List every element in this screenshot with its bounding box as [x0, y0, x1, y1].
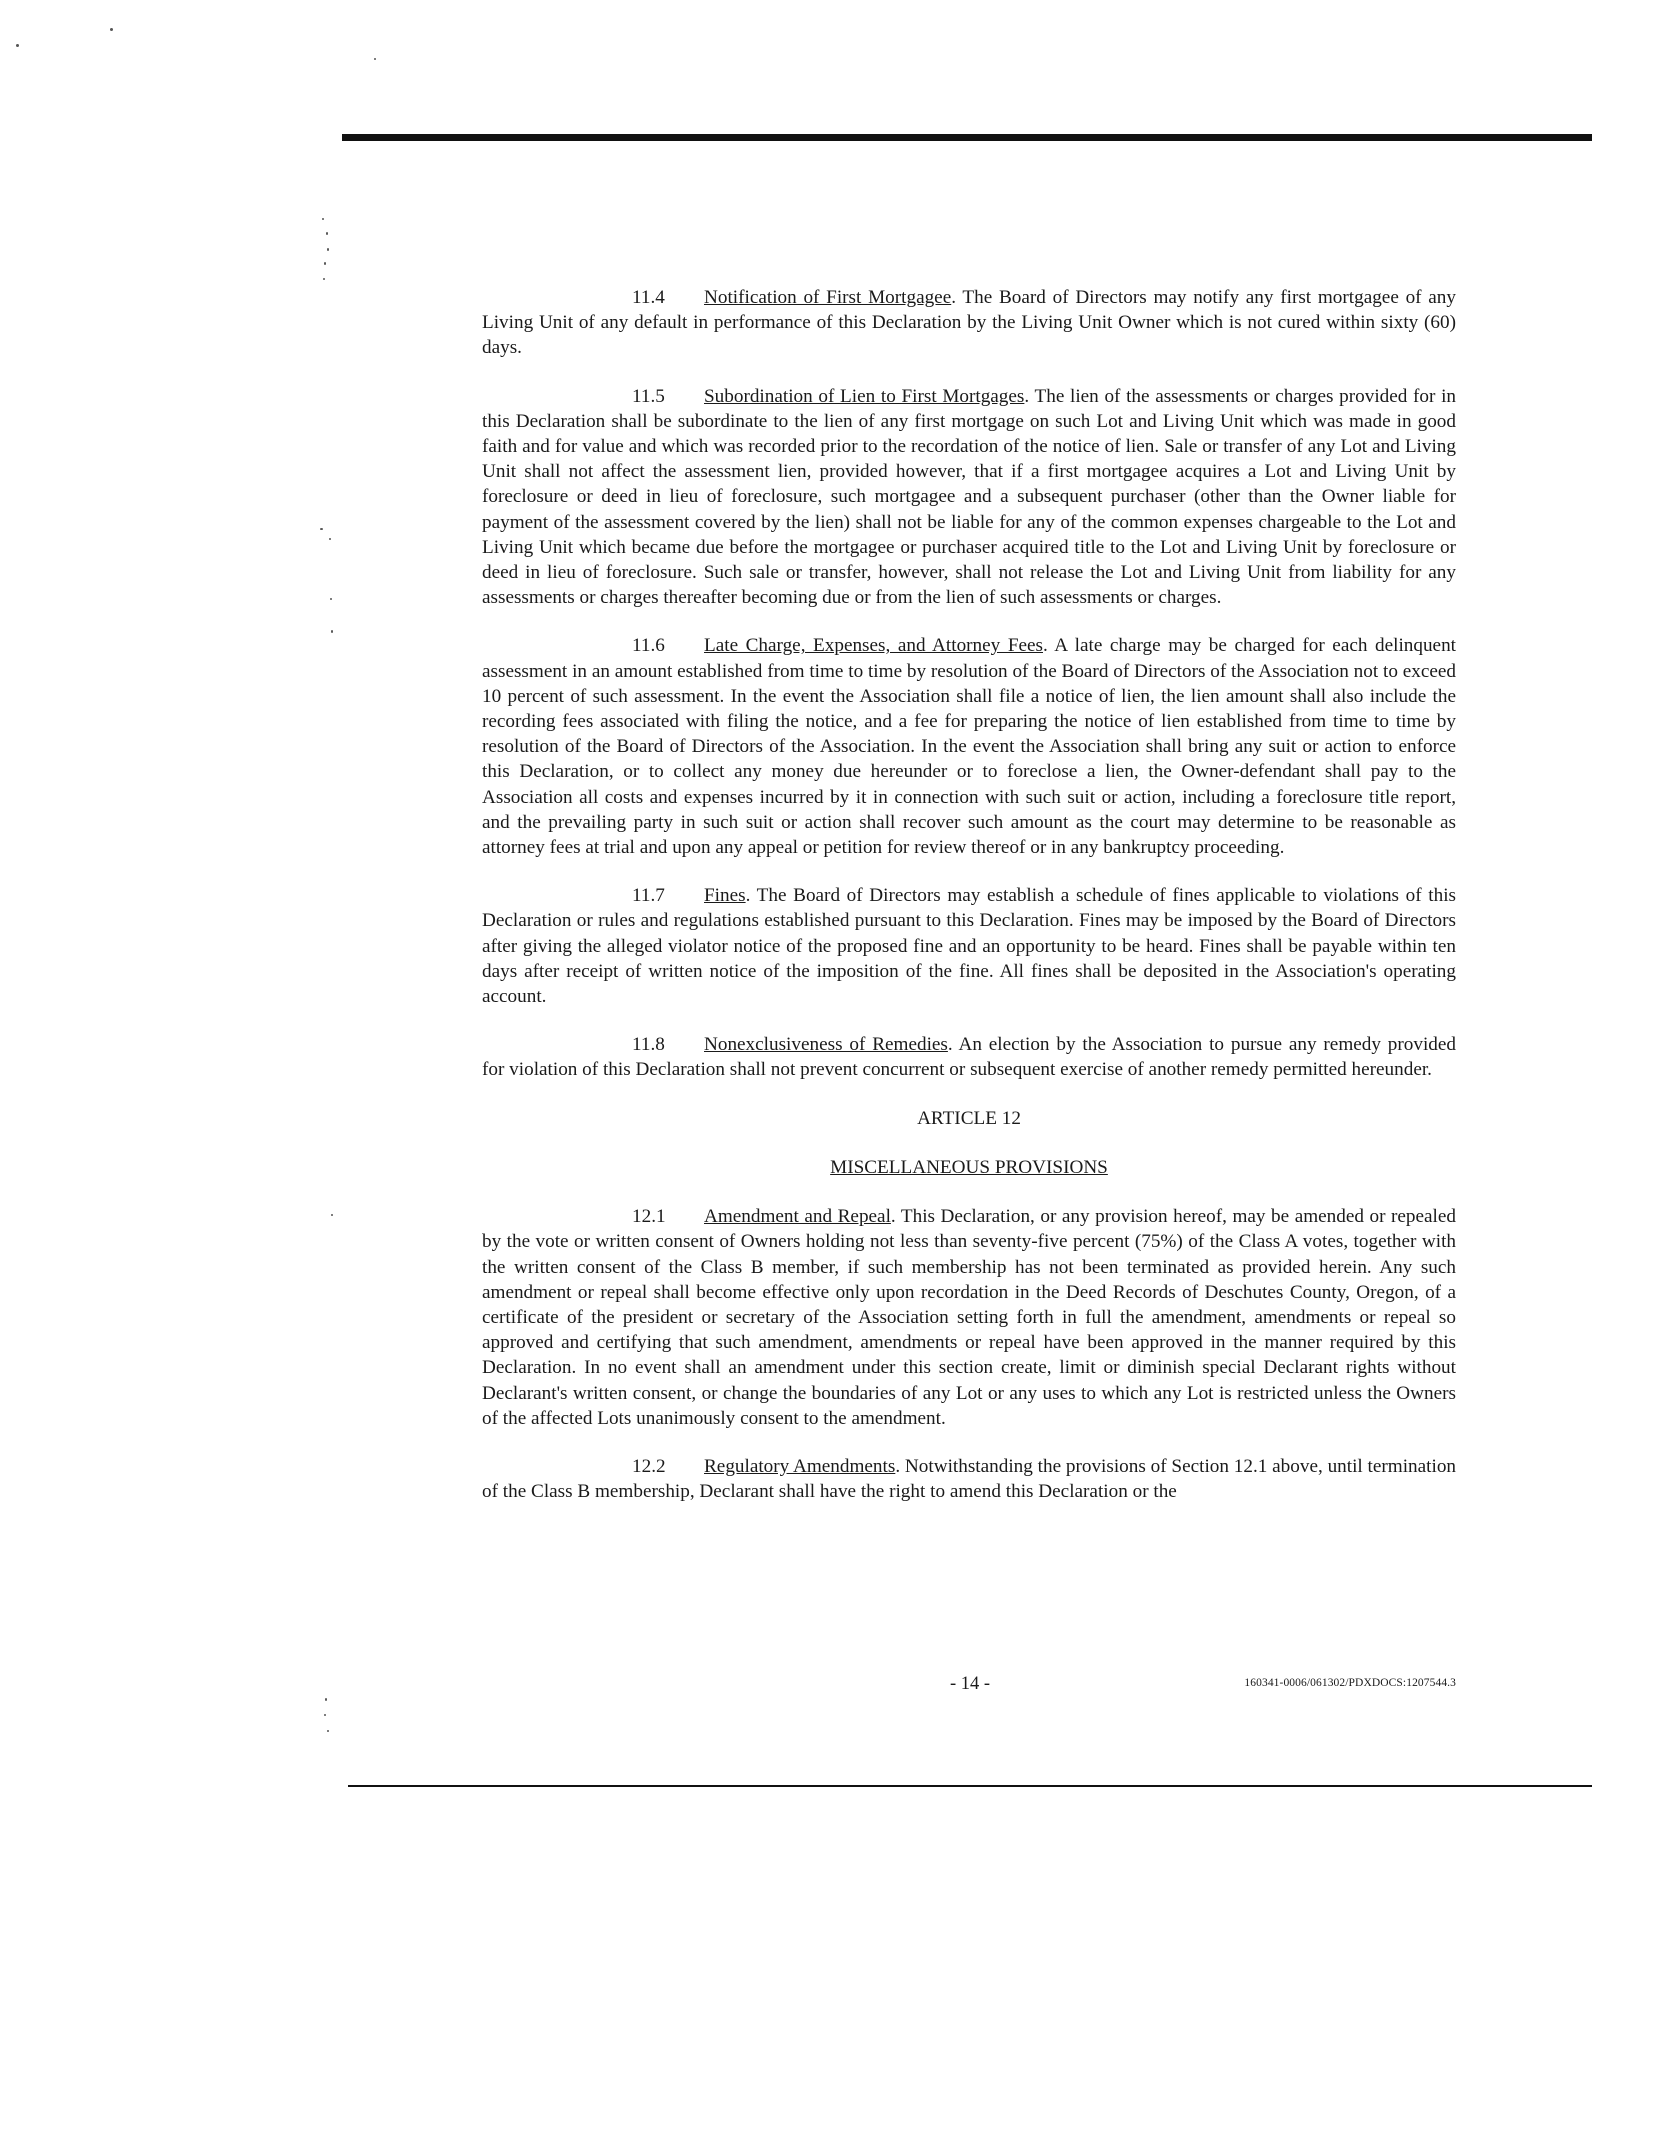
scan-speck	[329, 538, 331, 540]
scan-speck	[16, 44, 19, 47]
scan-speck	[374, 58, 376, 60]
section-11-8	[482, 1032, 1456, 1082]
scan-speck	[327, 248, 329, 251]
article-subtitle: MISCELLANEOUS PROVISIONS	[830, 1156, 1108, 1178]
section-12-1	[482, 1204, 1456, 1431]
section-text: . An election by the Association to pursue any remedy provided for violation of this Declaration shall not prevent concurrent or subsequent exercise of another remedy permitted hereunder.	[482, 1034, 1457, 1081]
document-body	[482, 285, 1456, 1527]
section-number: 11.8	[632, 1034, 665, 1056]
section-heading: Fines	[704, 885, 746, 907]
scan-speck	[331, 630, 333, 633]
scan-speck	[326, 232, 328, 235]
scan-speck	[327, 1730, 329, 1732]
section-text: . Notwithstanding the provisions of Section 12.1 above, until termination of the Class B membership, Declarant shall have the right to amend this Declaration or the	[482, 1455, 1457, 1503]
page-number: - 14 -	[950, 1674, 991, 1694]
section-11-5	[482, 384, 1456, 611]
scan-speck	[323, 278, 325, 280]
section-number: 11.5	[632, 385, 665, 407]
section-11-6	[482, 633, 1456, 860]
section-heading: Regulatory Amendments	[704, 1455, 896, 1477]
document-id: 160341-0006/061302/PDXDOCS:1207544.3	[1244, 1677, 1456, 1689]
scan-speck	[320, 528, 323, 530]
section-number: 11.4	[632, 287, 665, 308]
section-heading: Notification of First Mortgagee	[704, 287, 952, 308]
bottom-rule	[348, 1785, 1592, 1787]
section-text: . This Declaration, or any provision hereof, may be amended or repealed by the vote or written consent of Owners holding not less than seventy-five percent (75%) of the Class A votes, together with the written consent of the Class B member, if such membership has not been terminated as provided herein. Any such amendment or repeal shall become effective only upon recordation in the Deed Records of Deschutes County, Oregon, of a certificate of the president or secretary of the Association setting forth in full the amendment, amendments or repeal so approved and certifying that such amendment, amendments or repeal have been approved in the manner required by this Declaration. In no event shall an amendment under this section create, limit or diminish special Declarant rights without Declarant's written consent, or change the boundaries of any Lot or any uses to which any Lot is restricted unless the Owners of the affected Lots unanimously consent to the amendment.	[482, 1206, 1456, 1429]
section-text: . The Board of Directors may establish a schedule of fines applicable to violations of this Declaration or rules and regulations established pursuant to this Declaration. Fines may be imposed by the Board of Directors after giving the alleged violator notice of the proposed fine and an opportunity to be heard. Fines shall be payable within ten days after receipt of written notice of the imposition of the fine. All fines shall be deposited in the Association's operating account.	[482, 885, 1456, 1008]
section-11-4	[482, 285, 1456, 361]
scan-speck	[110, 28, 113, 31]
section-12-2	[482, 1454, 1456, 1504]
scan-speck	[331, 1214, 333, 1216]
section-heading: Late Charge, Expenses, and Attorney Fees	[704, 635, 1043, 657]
section-number: 11.7	[632, 885, 665, 907]
section-heading: Nonexclusiveness of Remedies	[704, 1034, 948, 1056]
scan-speck	[324, 262, 326, 265]
scan-speck	[325, 1698, 327, 1701]
section-heading: Subordination of Lien to First Mortgages	[704, 385, 1025, 407]
article-title: ARTICLE 12	[917, 1107, 1021, 1129]
section-text: . The Board of Directors may notify any first mortgagee of any Living Unit of any default in performance of this Declaration by the Living Unit Owner which is not cured within sixty (60) days.	[482, 287, 1456, 359]
section-number: 12.1	[632, 1206, 666, 1228]
scan-speck	[322, 218, 324, 220]
section-11-7	[482, 883, 1456, 1009]
section-text: . The lien of the assessments or charges provided for in this Declaration shall be subordinate to the lien of any first mortgage on such Lot and Living Unit which was made in good faith and for value and which was recorded prior to the recordation of the notice of lien. Sale or transfer of any Lot and Living Unit shall not affect the assessment lien, provided however, that if a first mortgagee acquires a Lot and Living Unit by foreclosure or deed in lieu of foreclosure, such mortgagee and a subsequent purchaser (other than the Owner liable for payment of the assessment covered by the lien) shall not be liable for any of the common expenses chargeable to the Lot and Living Unit which became due before the mortgagee or purchaser acquired title to the Lot and Living Unit by foreclosure or deed in lieu of foreclosure. Such sale or transfer, however, shall not release the Lot and Living Unit from liability for any assessments or charges thereafter becoming due or from the lien of such assessments or charges.	[482, 385, 1456, 609]
scan-speck	[330, 598, 332, 600]
section-text: . A late charge may be charged for each delinquent assessment in an amount established from time to time by resolution of the Board of Directors of the Association not to exceed 10 percent of such assessment. In the event the Association shall file a notice of lien, the lien amount shall also include the recording fees associated with filing the notice, and a fee for preparing the notice of lien established from time to time by resolution of the Board of Directors of the Association. In the event the Association shall bring any suit or action to enforce this Declaration, or to collect any money due hereunder or to foreclose a lien, the Owner-defendant shall pay to the Association all costs and expenses incurred by it in connection with such suit or action, including a foreclosure title report, and the prevailing party in such suit or action shall recover such amount as the court may determine to be reasonable as attorney fees at trial and upon any appeal or petition for review thereof or in any bankruptcy proceeding.	[482, 635, 1456, 859]
section-heading: Amendment and Repeal	[704, 1206, 891, 1228]
scan-speck	[324, 1714, 326, 1716]
section-number: 11.6	[632, 635, 665, 657]
page-footer	[482, 1674, 1456, 1704]
top-rule	[342, 134, 1592, 141]
section-number: 12.2	[632, 1455, 666, 1477]
